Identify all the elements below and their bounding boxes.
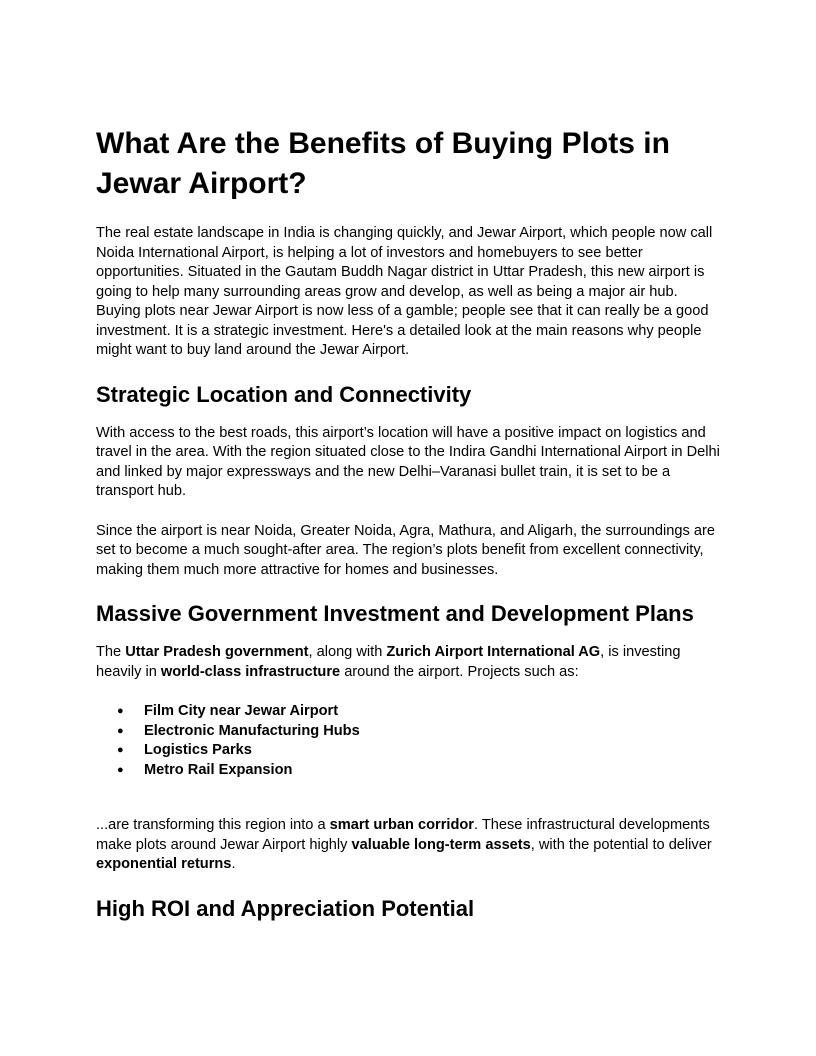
bold-text-exponential-returns: exponential returns [96,856,232,872]
location-paragraph-1: With access to the best roads, this airport’s location will have a positive impact on logistics and travel in the area. With the region situated close to the Indira Gandhi International Airport in Delhi and linked by major expressways and the new Delhi–Varanasi bullet train, it is set to be a transport hub. [96,424,720,499]
location-paragraph-2: Since the airport is near Noida, Greater Noida, Agra, Mathura, and Aligarh, the surroundings are set to become a much sought-after area. The region’s plots benefit from excellent connectivity, making them much more attractive for homes and businesses. [96,522,715,578]
text-run: , along with [308,644,387,660]
list-item: ● Metro Rail Expansion [96,761,722,781]
text-run: , with the potential to deliver [530,836,712,853]
list-item: ● Logistics Parks [96,741,722,761]
text-run: around the airport. Projects such as: [340,663,579,680]
text-run: ...are transforming this region into a [96,817,330,833]
projects-list [96,702,722,780]
section-heading-investment: Massive Government Investment and Development Plans [96,601,694,626]
bold-text-up-government: Uttar Pradesh government [125,644,309,660]
intro-paragraph: The real estate landscape in India is changing quickly, and Jewar Airport, which people now call Noida International Airport, is helping a lot of investors and homebuyers to see better opportunities. Situated in the Gautam Buddh Nagar district in Uttar Pradesh, this new airport is going to help many surrounding areas grow and develop, as well as being a major air hub. Buying plots near Jewar Airport is now less of a gamble; people see that it can really be a good investment. It is a strategic investment. Here's a detailed look at the main reasons why people might want to buy land around the Jewar Airport. [96,225,713,358]
section-heading-roi: High ROI and Appreciation Potential [96,895,475,921]
list-item: ● Film City near Jewar Airport [96,702,722,722]
list-item: ● Electronic Manufacturing Hubs [96,722,722,742]
bold-text-long-term-assets: valuable long-term assets [351,836,531,853]
bold-text-zurich-airport: Zurich Airport International AG [386,644,601,660]
investment-paragraph-2 [96,816,722,875]
bold-text-infrastructure: world-class infrastructure [160,663,341,680]
page-title: What Are the Benefits of Buying Plots in Jewar Airport? [96,127,670,200]
document-page [96,124,722,938]
text-run: The [96,644,126,660]
bold-text-smart-corridor: smart urban corridor [329,817,474,833]
text-run: , is investing heavily in [96,644,681,680]
section-heading-location: Strategic Location and Connectivity [96,381,472,407]
text-run: . These infrastructural developments make plots around Jewar Airport highly [96,817,710,853]
investment-paragraph-1 [96,643,722,682]
text-run: . [231,856,236,872]
